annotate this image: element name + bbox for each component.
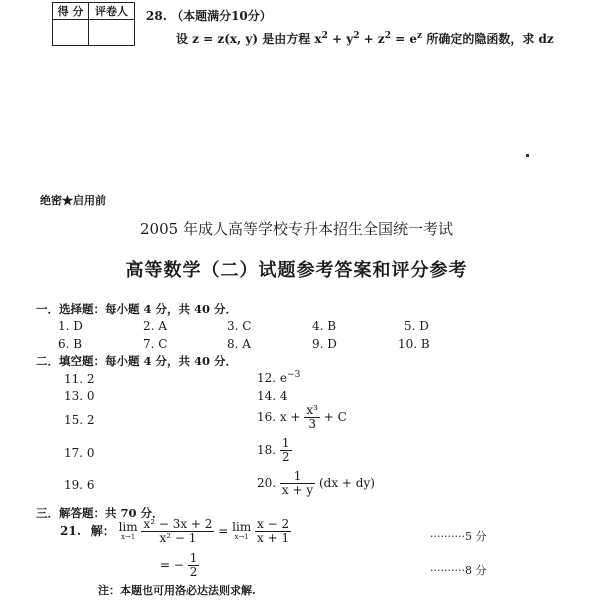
question-28-points: （本题满分10分） <box>171 9 272 23</box>
grader-cell <box>89 20 135 46</box>
fill-20-fraction <box>280 470 315 497</box>
q28-part-c: + z <box>359 32 385 46</box>
q28-part-a: 设 z = z(x, y) 是由方程 x <box>176 32 322 46</box>
q21-frac2-num: x − 2 <box>257 517 290 531</box>
exam-title: 2005 年成人高等学校专升本招生全国统一考试 <box>140 220 453 238</box>
answer-3 <box>227 319 251 333</box>
q28-sup-1: 2 <box>321 31 328 41</box>
q21-label: 解： <box>90 524 115 538</box>
fill-16-frac-num: x³ <box>306 403 318 417</box>
answer-10-val: B <box>420 337 430 351</box>
answer-3-val: C <box>242 319 252 333</box>
fill-16-x: x + <box>279 410 301 424</box>
q28-sup-3: 2 <box>384 31 391 41</box>
section-1-heading: 一．选择题：每小题 4 分，共 40 分． <box>36 302 238 316</box>
q21-number: 21. <box>60 524 81 538</box>
q21-solution-line-2 <box>160 552 199 579</box>
answer-9 <box>312 337 337 351</box>
fill-20-tail: (dx + dy) <box>318 476 375 490</box>
answer-5-val: D <box>419 319 429 333</box>
section-3-heading: 三．解答题：共 70 分． <box>36 506 164 520</box>
answer-8 <box>227 337 251 351</box>
q21-equals: = <box>218 524 229 538</box>
answer-5 <box>404 319 429 333</box>
fill-16-tail: + C <box>323 410 347 424</box>
secret-label: 绝密★启用前 <box>40 194 106 207</box>
q28-part-d: = e <box>391 32 418 46</box>
fill-11-val: 2 <box>86 372 95 386</box>
answer-6-val: B <box>73 337 83 351</box>
q28-sup-z: z <box>417 31 423 41</box>
fill-16 <box>257 404 347 431</box>
scan-speck <box>526 154 529 157</box>
answer-8-val: A <box>242 337 251 351</box>
q21-equals-minus: = − <box>160 558 184 572</box>
fill-17 <box>64 446 95 460</box>
fill-18-frac-den: 2 <box>281 450 290 464</box>
q21-score-1: ··········5 分 <box>430 530 487 543</box>
fill-17-num: 17. <box>64 446 84 460</box>
fill-12-num: 12. <box>257 371 277 385</box>
score-cell <box>53 20 89 46</box>
answer-1-num: 1. <box>58 319 70 333</box>
q28-part-e: 所确定的隐函数，求 dz <box>422 32 554 46</box>
q28-part-b: + y <box>327 32 354 46</box>
fill-20-frac-num: 1 <box>293 469 302 483</box>
fill-14 <box>257 389 288 403</box>
answer-9-num: 9. <box>312 337 324 351</box>
q21-fraction-2 <box>255 518 291 545</box>
section-2-heading: 二．填空题：每小题 4 分，共 40 分． <box>36 354 238 368</box>
fill-16-frac-den: 3 <box>304 417 320 431</box>
fill-19-val: 6 <box>86 478 95 492</box>
answer-9-val: D <box>327 337 337 351</box>
question-28-text <box>176 30 554 47</box>
fill-14-num: 14. <box>257 389 277 403</box>
question-28-number: 28. <box>146 9 167 23</box>
fill-12-exp: −3 <box>287 370 301 380</box>
answer-7 <box>143 337 167 351</box>
q21-fraction-1 <box>141 518 214 545</box>
limit-2-word: lim <box>232 520 252 534</box>
answer-key-title: 高等数学（二）试题参考答案和评分参考 <box>125 260 468 281</box>
score-table <box>52 2 135 46</box>
fill-18-frac-num: 1 <box>281 436 290 450</box>
fill-14-val: 4 <box>279 389 288 403</box>
fill-20 <box>257 470 375 497</box>
fill-18-num: 18. <box>257 443 277 457</box>
answer-2-val: A <box>158 319 167 333</box>
fill-13-num: 13. <box>64 389 84 403</box>
question-28-header <box>146 7 272 24</box>
fill-17-val: 0 <box>86 446 95 460</box>
limit-1-word: lim <box>118 520 138 534</box>
fill-11 <box>64 372 95 386</box>
fill-20-frac-den: x + y <box>281 483 314 497</box>
answer-4-num: 4. <box>312 319 324 333</box>
answer-2-num: 2. <box>143 319 155 333</box>
answer-5-num: 5. <box>404 319 416 333</box>
grader-header: 评卷人 <box>89 3 135 20</box>
fill-15 <box>64 413 95 427</box>
answer-4-val: B <box>327 319 337 333</box>
score-header: 得 分 <box>53 3 89 20</box>
q21-note: 注：本题也可用洛必达法则求解. <box>98 584 256 597</box>
q21-fraction-3 <box>188 552 200 579</box>
fill-13-val: 0 <box>86 389 95 403</box>
fill-15-num: 15. <box>64 413 84 427</box>
limit-1 <box>119 522 138 541</box>
fill-20-num: 20. <box>257 476 277 490</box>
fill-18 <box>257 437 292 464</box>
limit-2-sub: x→1 <box>234 533 249 541</box>
q21-frac1-den: x² − 1 <box>141 531 214 545</box>
fill-15-val: 2 <box>86 413 95 427</box>
limit-2 <box>232 522 251 541</box>
answer-10 <box>398 337 430 351</box>
answer-6-num: 6. <box>58 337 70 351</box>
answer-2 <box>143 319 167 333</box>
q21-frac2-den: x + 1 <box>257 531 290 545</box>
q28-sup-2: 2 <box>353 31 360 41</box>
fill-12-base: e <box>279 371 288 385</box>
answer-8-num: 8. <box>227 337 239 351</box>
q21-frac1-num: x² − 3x + 2 <box>143 517 213 531</box>
fill-18-fraction <box>280 437 292 464</box>
q21-solution-line-1 <box>60 518 291 545</box>
fill-13 <box>64 389 95 403</box>
fill-19-num: 19. <box>64 478 84 492</box>
q21-frac3-num: 1 <box>189 551 198 565</box>
q21-score-2: ··········8 分 <box>430 564 487 577</box>
fill-11-num: 11. <box>64 372 84 386</box>
fill-16-num: 16. <box>257 410 277 424</box>
answer-10-num: 10. <box>398 337 418 351</box>
answer-1-val: D <box>73 319 83 333</box>
q21-frac3-den: 2 <box>189 565 198 579</box>
fill-19 <box>64 478 95 492</box>
answer-6 <box>58 337 82 351</box>
answer-3-num: 3. <box>227 319 239 333</box>
limit-1-sub: x→1 <box>120 533 136 541</box>
fill-16-fraction <box>304 404 320 431</box>
answer-1 <box>58 319 83 333</box>
answer-4 <box>312 319 336 333</box>
fill-12 <box>257 370 300 385</box>
answer-7-val: C <box>158 337 168 351</box>
answer-7-num: 7. <box>143 337 155 351</box>
